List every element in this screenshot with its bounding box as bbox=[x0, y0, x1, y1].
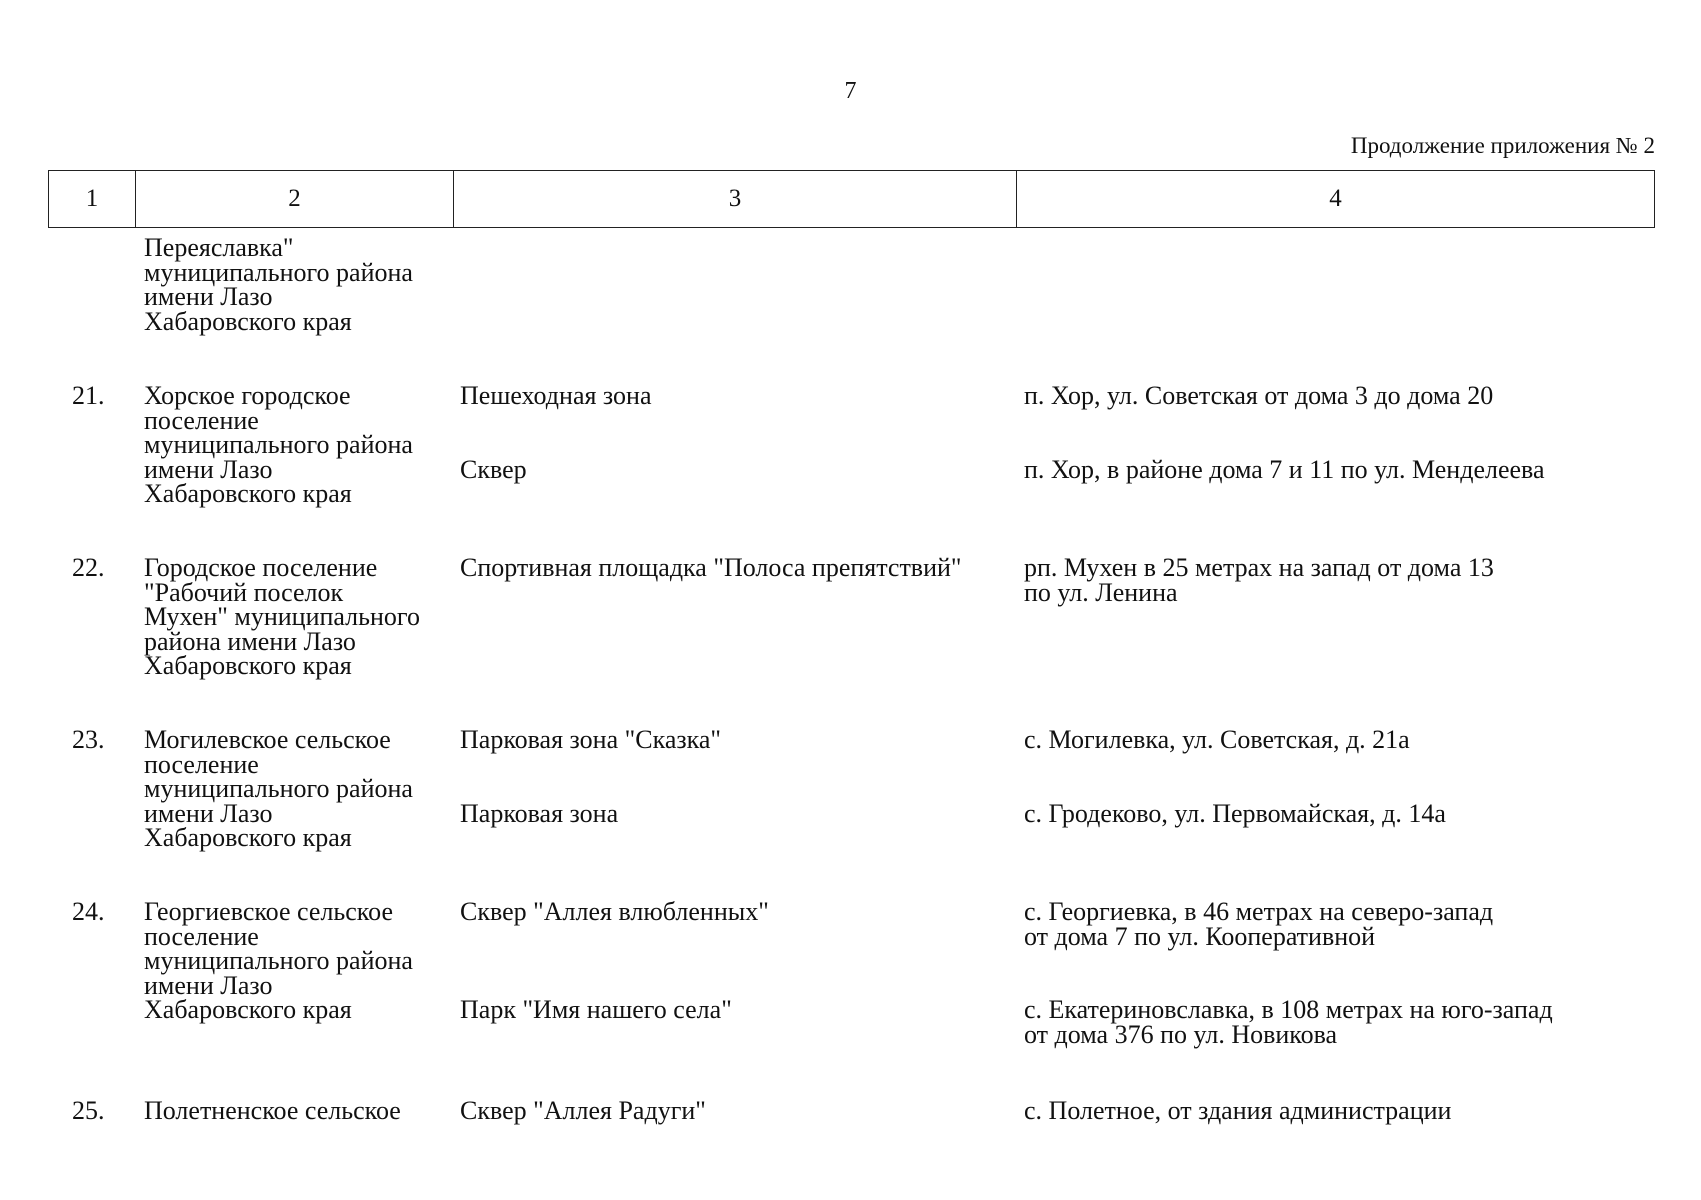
municipality-cell: Могилевское сельское поселение муниципального района имени Лазо Хабаровского края bbox=[144, 725, 413, 852]
object-address: п. Хор, в районе дома 7 и 11 по ул. Менделеева bbox=[1024, 455, 1545, 484]
object-address: с. Полетное, от здания администрации bbox=[1024, 1096, 1452, 1125]
row-number: 24. bbox=[72, 897, 105, 926]
appendix-note: Продолжение приложения № 2 bbox=[1350, 133, 1655, 158]
column-header-row bbox=[49, 171, 1655, 228]
column-header-2: 2 bbox=[136, 171, 454, 228]
object-name-cell bbox=[460, 381, 1020, 484]
row-number: 22. bbox=[72, 553, 105, 582]
address-cell bbox=[1024, 553, 1674, 607]
address-cell bbox=[1024, 1096, 1674, 1148]
municipality-cell: Полетненское сельское bbox=[144, 1096, 401, 1125]
object-name: Парковая зона "Сказка" bbox=[460, 725, 722, 754]
column-header-4: 4 bbox=[1017, 171, 1655, 228]
address-cell bbox=[1024, 897, 1674, 1049]
column-header-3: 3 bbox=[454, 171, 1017, 228]
object-name: Парк "Имя нашего села" bbox=[460, 995, 732, 1024]
address-cell bbox=[1024, 725, 1674, 828]
row-number: 25. bbox=[72, 1096, 105, 1125]
object-address: с. Екатериновславка, в 108 метрах на юго-запад от дома 376 по ул. Новикова bbox=[1024, 995, 1553, 1049]
object-name-cell bbox=[460, 725, 1020, 828]
object-address: с. Могилевка, ул. Советская, д. 21а bbox=[1024, 725, 1410, 754]
object-name: Парковая зона bbox=[460, 799, 619, 828]
municipality-cell: Хорское городское поселение муниципального района имени Лазо Хабаровского края bbox=[144, 381, 413, 508]
municipality-cell: Георгиевское сельское поселение муниципального района имени Лазо Хабаровского края bbox=[144, 897, 413, 1024]
object-name: Сквер "Аллея Радуги" bbox=[460, 1096, 706, 1125]
object-address: рп. Мухен в 25 метрах на запад от дома 13 по ул. Ленина bbox=[1024, 553, 1494, 607]
object-name-cell bbox=[460, 553, 1020, 605]
object-name: Спортивная площадка "Полоса препятствий" bbox=[460, 553, 962, 582]
object-name: Сквер bbox=[460, 455, 527, 484]
column-header-table bbox=[48, 170, 1655, 228]
object-name-cell bbox=[460, 1096, 1020, 1148]
municipality-cell: Городское поселение "Рабочий поселок Мухен" муниципального района имени Лазо Хабаровского края bbox=[144, 553, 420, 680]
object-address: с. Гродеково, ул. Первомайская, д. 14а bbox=[1024, 799, 1446, 828]
column-header-1: 1 bbox=[49, 171, 136, 228]
address-cell bbox=[1024, 381, 1674, 484]
object-name: Сквер "Аллея влюбленных" bbox=[460, 897, 769, 926]
municipality-cell: Переяславка" муниципального района имени Лазо Хабаровского края bbox=[144, 233, 413, 336]
page-number: 7 bbox=[844, 78, 857, 104]
object-name: Пешеходная зона bbox=[460, 381, 652, 410]
object-address: п. Хор, ул. Советская от дома 3 до дома 20 bbox=[1024, 381, 1494, 410]
row-number: 21. bbox=[72, 381, 105, 410]
object-name-cell bbox=[460, 897, 1020, 1024]
row-number: 23. bbox=[72, 725, 105, 754]
object-address: с. Георгиевка, в 46 метрах на северо-запад от дома 7 по ул. Кооперативной bbox=[1024, 897, 1494, 951]
